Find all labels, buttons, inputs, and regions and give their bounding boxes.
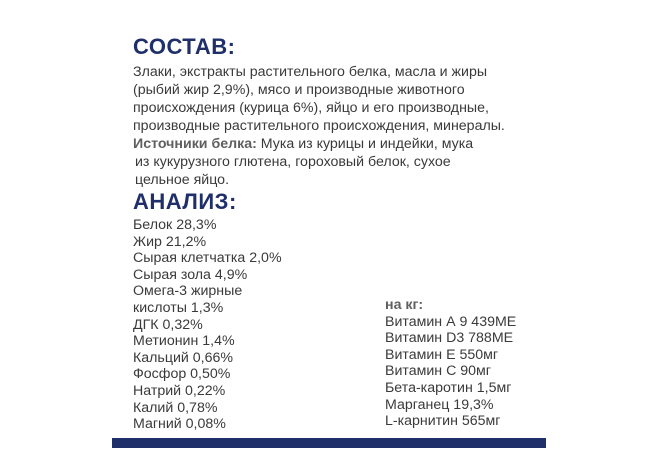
composition-text (133, 63, 533, 189)
protein-sources-line (133, 135, 533, 153)
analysis-item: ДГК 0,32% (133, 316, 203, 333)
composition-line: Злаки, экстракты растительного белка, масла и жиры (133, 64, 488, 80)
per-kg-item: Витамин С 90мг (385, 363, 491, 380)
analysis-item: Натрий 0,22% (133, 382, 226, 399)
protein-sources-label: Источники белка: (133, 136, 257, 152)
protein-sources-line: из кукурузного глютена, гороховый белок, сухое (135, 154, 451, 170)
analysis-heading: АНАЛИЗ: (133, 189, 237, 214)
analysis-item: кислоты 1,3% (133, 299, 224, 316)
analysis-item: Кальций 0,66% (133, 349, 233, 366)
analysis-item: Сырая клетчатка 2,0% (133, 250, 282, 267)
per-kg-caption: на кг: (385, 297, 424, 313)
per-kg-item: Витамин D3 788МЕ (385, 330, 514, 347)
composition-line: производные растительного происхождения, минералы. (133, 118, 505, 134)
per-kg-item: Бета-каротин 1,5мг (385, 379, 512, 396)
analysis-item: Метионин 1,4% (133, 333, 235, 350)
per-kg-list (385, 297, 516, 430)
analysis-item: Фосфор 0,50% (133, 366, 231, 383)
per-kg-item: Марганец 19,3% (385, 396, 494, 413)
analysis-list (133, 217, 282, 433)
analysis-item: Омега-3 жирные (133, 283, 243, 300)
analysis-item: Сырая зола 4,9% (133, 266, 248, 283)
analysis-item: Калий 0,78% (133, 399, 218, 416)
composition-line: происхождения (курица 6%), яйцо и его производные, (133, 100, 489, 116)
composition-line: (рыбий жир 2,9%), мясо и производные животного (133, 82, 465, 98)
analysis-item: Жир 21,2% (133, 233, 207, 250)
per-kg-item: Витамин Е 550мг (385, 346, 499, 363)
per-kg-item: L-карнитин 565мг (385, 413, 501, 430)
protein-sources-line: цельное яйцо. (135, 172, 230, 188)
analysis-item: Белок 28,3% (133, 217, 217, 233)
composition-heading: СОСТАВ: (133, 34, 236, 59)
bottom-divider-bar (112, 438, 546, 448)
analysis-item: Магний 0,08% (133, 416, 226, 433)
protein-sources-text: Мука из курицы и индейки, мука (260, 136, 474, 152)
per-kg-item: Витамин А 9 439МЕ (385, 313, 517, 330)
